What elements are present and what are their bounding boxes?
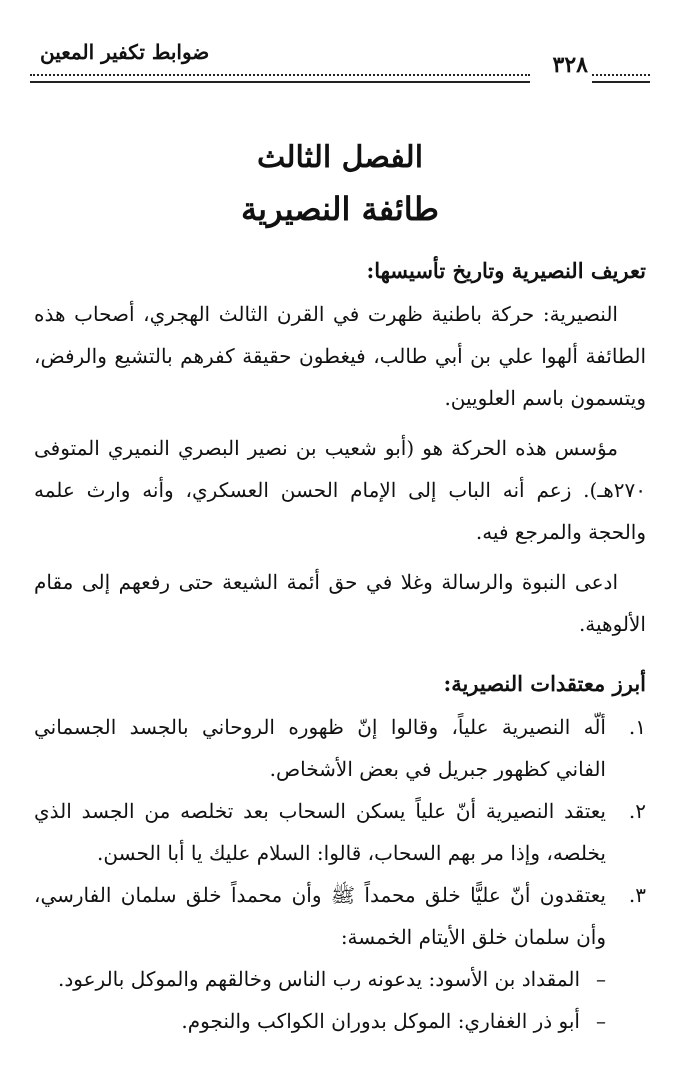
chapter-subtitle: طائفة النصيرية xyxy=(240,190,440,228)
list-item-number: ١. xyxy=(628,715,646,739)
header-rule xyxy=(30,74,530,83)
chapter-title: الفصل الثالث xyxy=(256,140,424,175)
sub-list-item xyxy=(34,1000,646,1042)
list-item-number: ٣. xyxy=(628,883,646,907)
list-item xyxy=(34,790,646,874)
list-item xyxy=(34,874,646,958)
list-item xyxy=(34,706,646,790)
dash-bullet: – xyxy=(596,1009,606,1033)
sub-list-item-text: المقداد بن الأسود: يدعونه رب الناس وخالقهم والموكل بالرعود. xyxy=(58,967,580,991)
list-item-text: يعتقدون أنّ عليًّا خلق محمداً ﷺ وأن محمداً خلق سلمان الفارسي، وأن سلمان خلق الأيتام الخمسة: xyxy=(34,883,606,949)
paragraph-definition: النصيرية: حركة باطنية ظهرت في القرن الثالث الهجري، أصحاب هذه الطائفة ألهوا علي بن أبي طالب، فيغطون حقيقة كفرهم بالتشيع والرفض، ويتسمون باسم العلويين. xyxy=(34,302,647,410)
page-content xyxy=(34,258,646,1042)
five-orphans-list xyxy=(34,958,646,1042)
list-item-text: يعتقد النصيرية أنّ علياً يسكن السحاب بعد تخلصه من الجسد الذي يخلصه، وإذا مر بهم السحاب، قالوا: السلام عليك يا أبا الحسن. xyxy=(34,799,606,865)
section-heading-beliefs: أبرز معتقدات النصيرية: xyxy=(443,671,646,696)
running-title: ضوابط تكفير المعين xyxy=(40,40,210,64)
dash-bullet: – xyxy=(596,967,606,991)
sub-list-item-text: أبو ذر الغفاري: الموكل بدوران الكواكب والنجوم. xyxy=(181,1009,580,1033)
list-item-text: ألّه النصيرية علياً، وقالوا إنّ ظهوره الروحاني بالجسد الجسماني الفاني كظهور جبريل في بعض الأشخاص. xyxy=(34,715,606,781)
list-item-number: ٢. xyxy=(628,799,646,823)
beliefs-list xyxy=(34,706,646,958)
header-rule-right xyxy=(592,74,650,83)
page-number: ٣٢٨ xyxy=(552,52,588,78)
section-heading-definition: تعريف النصيرية وتاريخ تأسيسها: xyxy=(366,258,646,283)
sub-list-item xyxy=(34,958,646,1000)
paragraph-claims: ادعى النبوة والرسالة وغلا في حق أئمة الشيعة حتى رفعهم إلى مقام الألوهية. xyxy=(34,570,646,636)
paragraph-founder: مؤسس هذه الحركة هو (أبو شعيب بن نصير البصري النميري المتوفى ٢٧٠هـ). زعم أنه الباب إلى الإمام الحسن العسكري، وأنه وارث علمه والحجة والمرجع فيه. xyxy=(34,436,646,544)
